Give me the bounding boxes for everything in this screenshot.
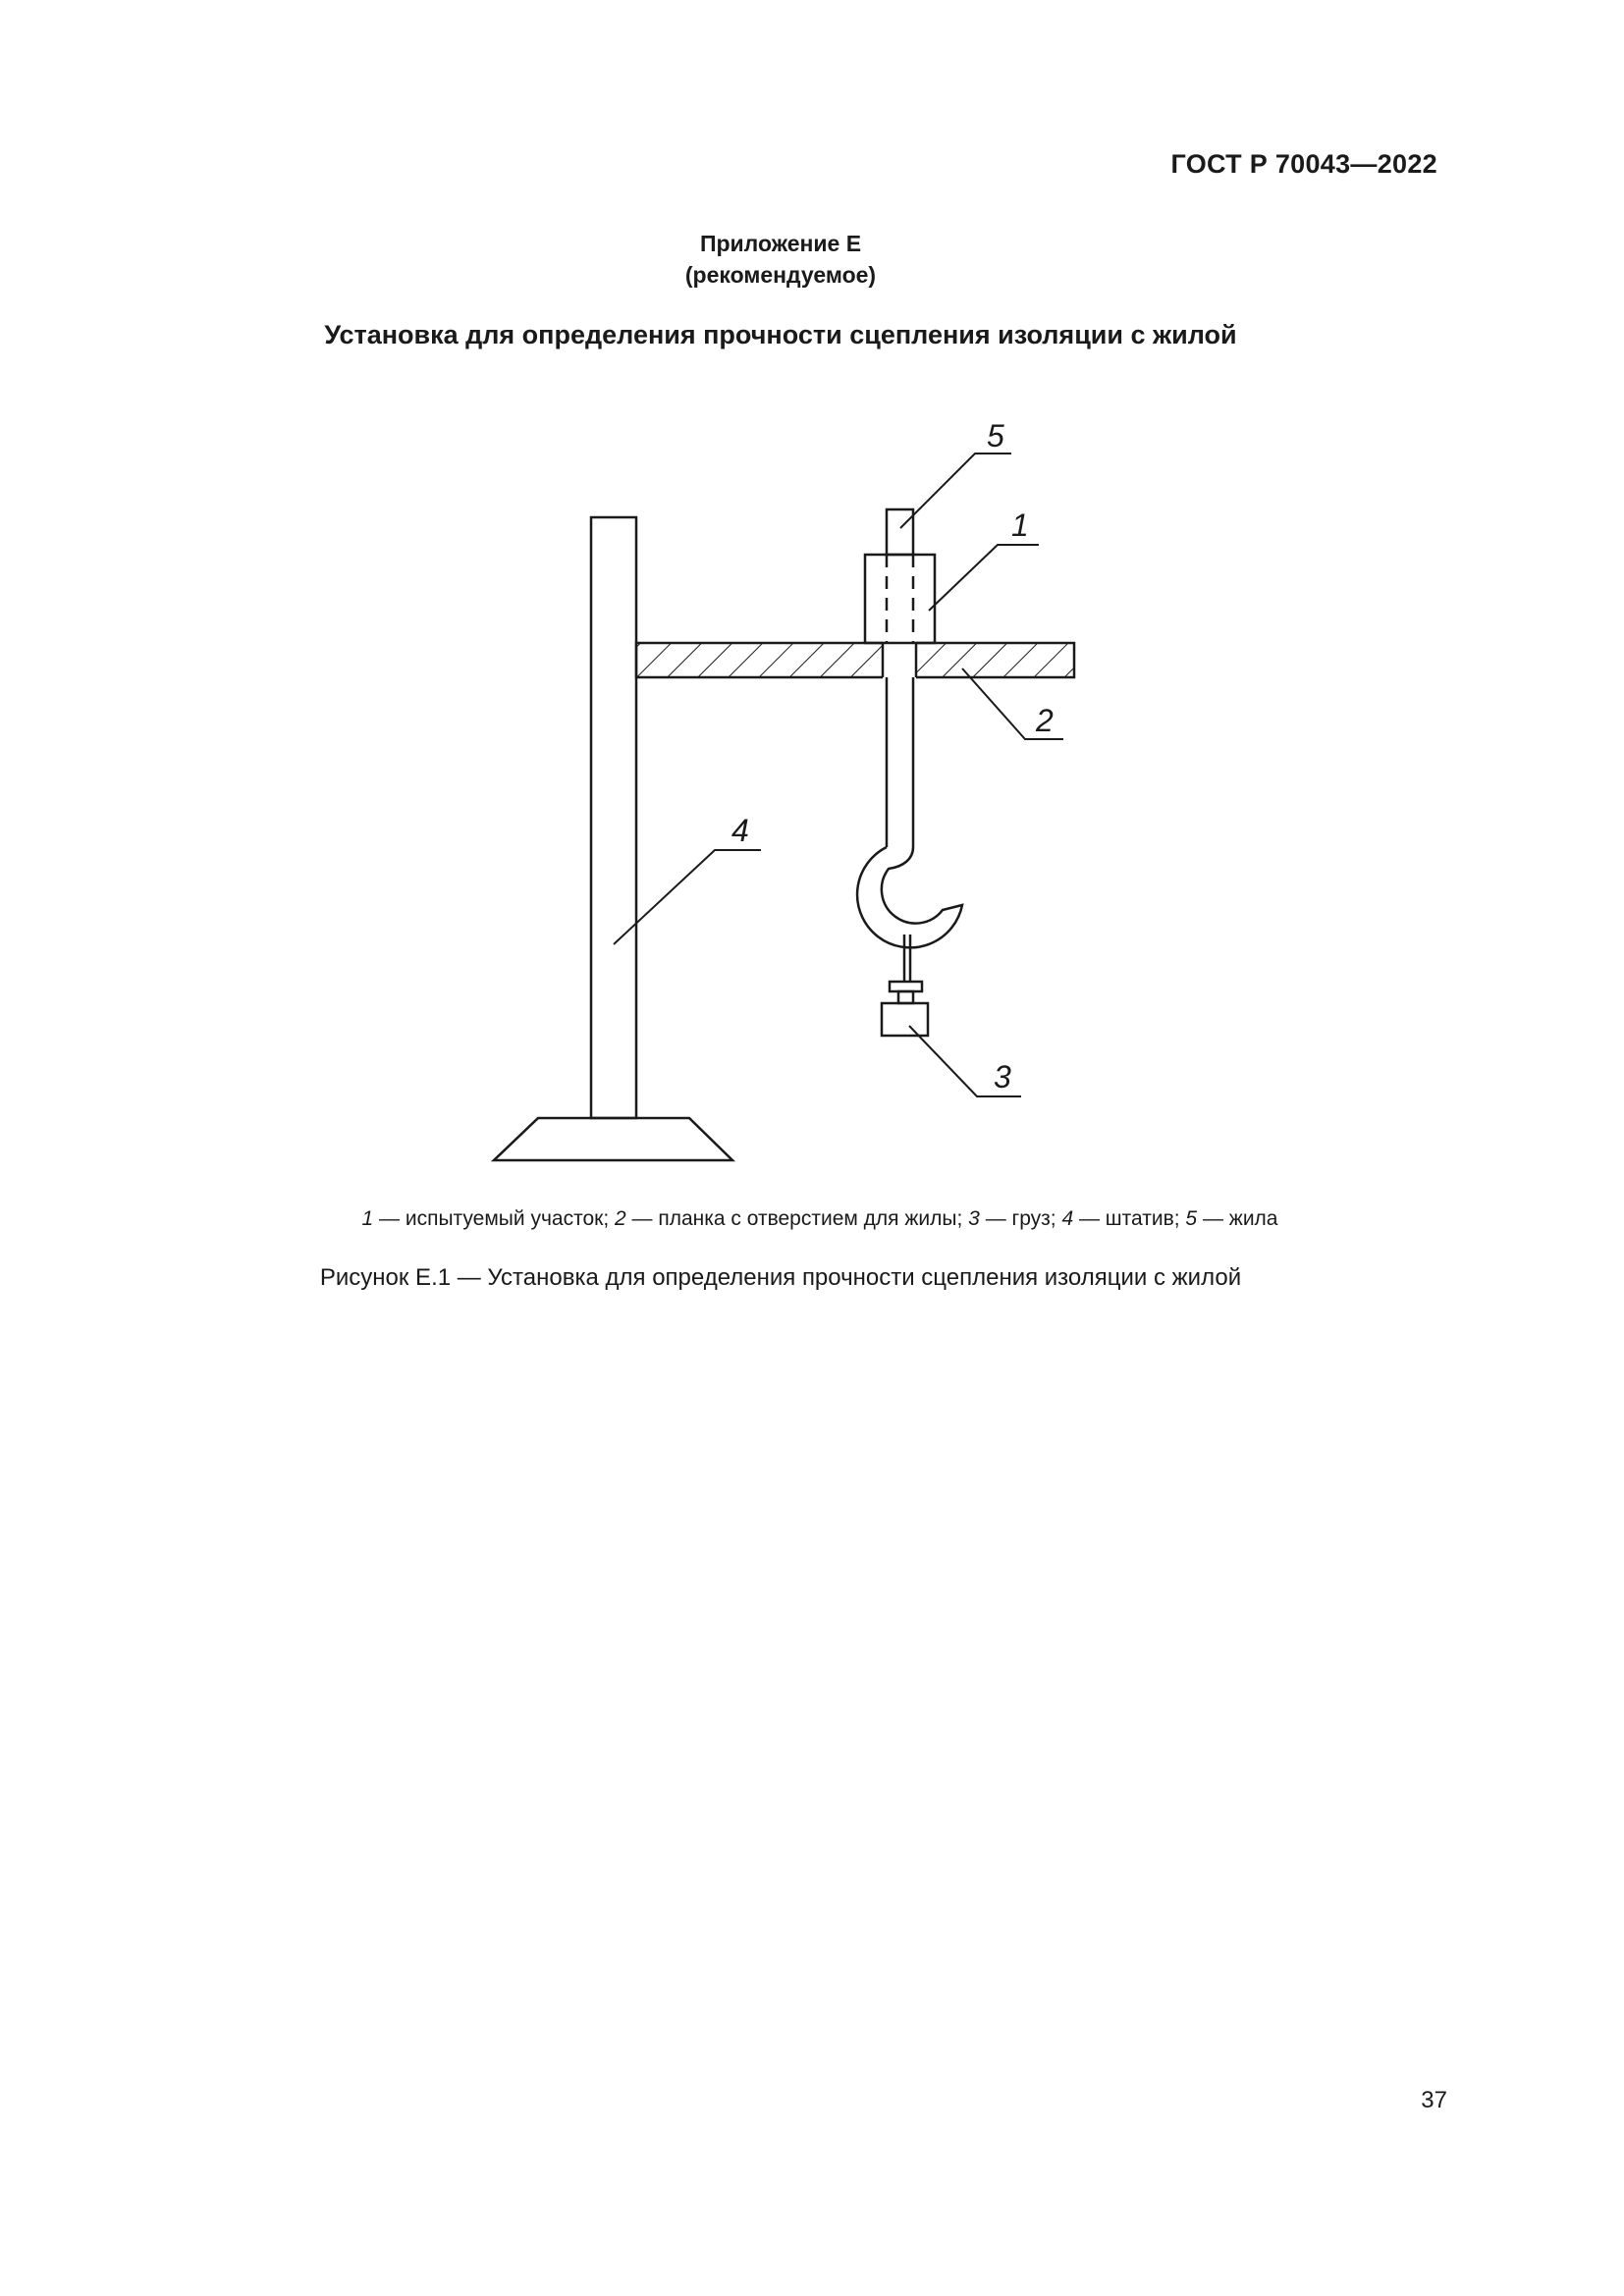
- legend-num-4: 4: [1061, 1207, 1074, 1230]
- page-number: 37: [1421, 2087, 1447, 2113]
- appendix-label: Приложение Е: [699, 231, 862, 256]
- conductor: [887, 509, 913, 555]
- legend-num-5: 5: [1185, 1207, 1198, 1230]
- callout-4: 4: [731, 813, 749, 848]
- standard-number: ГОСТ Р 70043—2022: [1170, 149, 1437, 179]
- leader-5: [900, 454, 1011, 528]
- callout-2: 2: [1036, 703, 1054, 738]
- legend-text-4: — штатив;: [1073, 1207, 1186, 1230]
- hook: [857, 847, 962, 947]
- appendix-status: (рекомендуемое): [684, 262, 877, 288]
- stand-post: [591, 517, 636, 1118]
- plate-hole: [883, 641, 916, 679]
- weight-top: [898, 991, 913, 1003]
- leader-1: [929, 545, 1039, 611]
- legend-num-2: 2: [614, 1207, 626, 1230]
- plate: [636, 643, 1074, 677]
- figure-caption: Рисунок Е.1 — Установка для определения прочности сцепления изоляции с жилой: [319, 1264, 1242, 1291]
- callout-3: 3: [994, 1059, 1011, 1095]
- legend-text-1: — испытуемый участок;: [373, 1207, 615, 1230]
- tested-section: [865, 555, 935, 643]
- legend-text-2: — планка с отверстием для жилы;: [625, 1207, 969, 1230]
- legend-text-5: — жила: [1197, 1207, 1278, 1230]
- figure-legend: [0, 1207, 1624, 1231]
- legend-num-1: 1: [361, 1207, 374, 1230]
- page-title: Установка для определения прочности сцепления изоляции с жилой: [324, 320, 1237, 349]
- stand-base: [494, 1118, 732, 1160]
- callout-5: 5: [987, 418, 1004, 454]
- weight-body: [882, 1003, 928, 1036]
- legend-text-3: — груз;: [979, 1207, 1062, 1230]
- weight-neck: [890, 982, 922, 991]
- legend-num-3: 3: [968, 1207, 980, 1230]
- callout-1: 1: [1011, 507, 1029, 543]
